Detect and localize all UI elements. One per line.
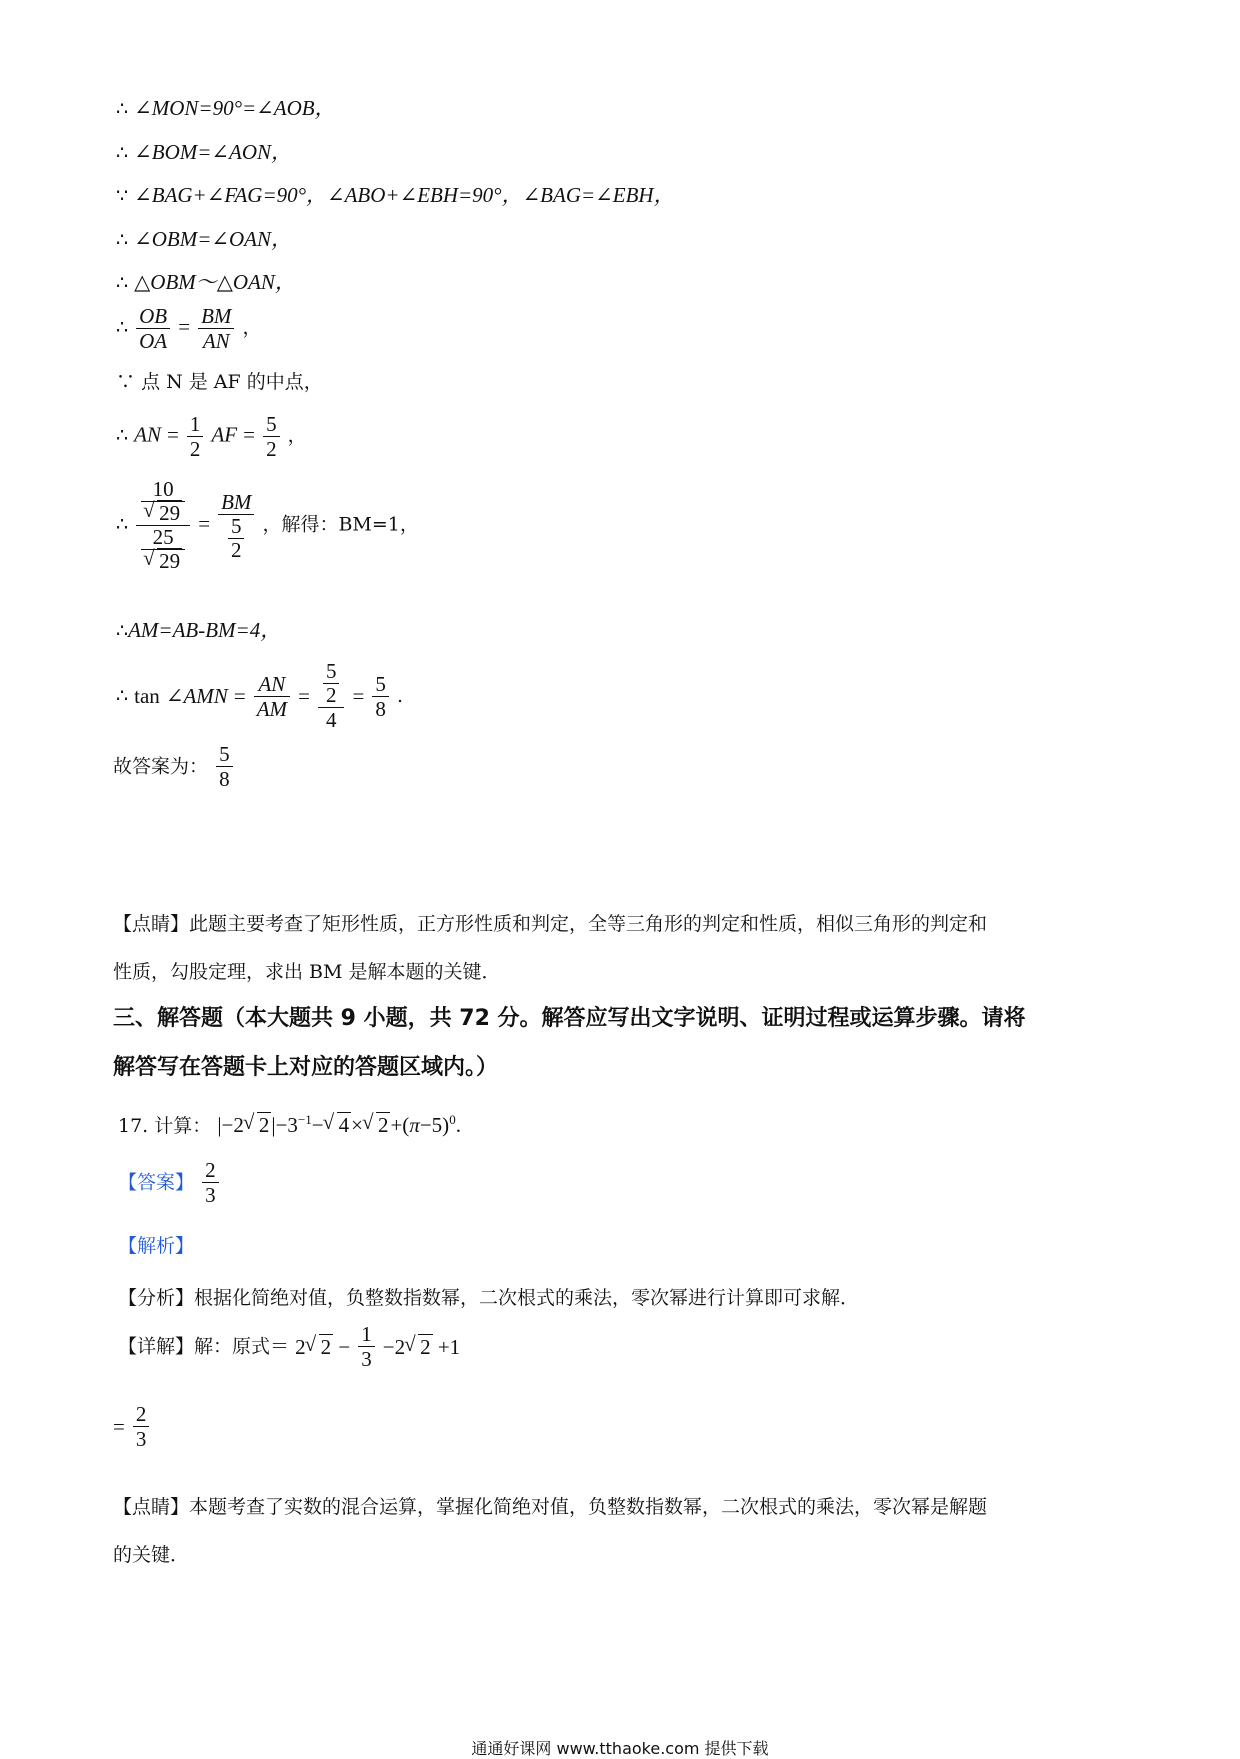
- section-heading-a: [113, 1007, 1026, 1031]
- proof-line-2: [116, 140, 292, 165]
- fraction-bm-an: [198, 304, 234, 353]
- analysis-17: [118, 1234, 194, 1258]
- compound-denominator: [136, 526, 190, 573]
- xiangjie-17: [118, 1322, 460, 1371]
- expression-part-1: 2√ 2 −: [295, 1335, 350, 1359]
- equals-sign: =: [243, 422, 256, 447]
- compound-numerator: [136, 478, 190, 526]
- therefore-symbol: ∴: [116, 316, 129, 339]
- equals-sign: =: [113, 1414, 125, 1439]
- denominator: 2: [189, 437, 201, 462]
- analysis-label-17: 【解析】: [118, 1235, 195, 1257]
- page-footer: 通通好课网 www.tthaoke.com 提供下载: [471, 1739, 769, 1758]
- denominator: AM: [256, 696, 288, 721]
- radicand: 2: [320, 1334, 332, 1359]
- therefore-symbol: ∴: [116, 142, 129, 164]
- equals-sign: =: [233, 684, 246, 709]
- proof-text-3: ∠BAG+∠FAG=90°，∠ABO+∠EBH=90°，∠BAG=∠EBH，: [134, 183, 675, 207]
- radicand: 29: [159, 501, 181, 526]
- fraction-an-am: [254, 672, 290, 721]
- numerator: 1: [358, 1322, 375, 1347]
- note-2-text-a: 【点睛】本题考查了实数的混合运算，掌握化简绝对值，负整数指数幂，二次根式的乘法，零次幂是解题: [113, 1496, 988, 1518]
- equals-sign: =: [167, 422, 179, 447]
- numerator: OB: [136, 304, 170, 329]
- because-symbol: ∵: [116, 185, 129, 207]
- denominator: 2: [325, 683, 337, 708]
- denominator: 8: [375, 696, 386, 721]
- proof-line-3: [116, 183, 675, 208]
- proof-text-10: AM=AB-BM=4，: [128, 618, 282, 642]
- math-an: AN: [134, 422, 161, 447]
- answer-line: [113, 742, 235, 791]
- equals-sign: =: [198, 511, 211, 536]
- therefore-symbol: ∴: [116, 272, 129, 294]
- proof-text-5: △OBM～△OAN，: [134, 270, 296, 294]
- period: .: [396, 685, 404, 708]
- fenxi-17: [118, 1286, 859, 1310]
- section-heading-b: [113, 1056, 498, 1080]
- result-17: [113, 1402, 151, 1451]
- numerator: BM: [198, 304, 234, 329]
- answer-label-17: 【答案】: [118, 1171, 195, 1194]
- proof-text-1: ∠MON=90°=∠AOB，: [134, 96, 336, 120]
- therefore-symbol: ∴: [116, 98, 129, 120]
- radicand: 2: [258, 1113, 270, 1137]
- tan-function: tan: [134, 684, 160, 709]
- proof-line-8: [116, 412, 307, 461]
- numerator: BM: [218, 490, 254, 515]
- proof-line-4: [116, 227, 292, 252]
- note-1-line-a: [113, 912, 987, 936]
- expression-part-2: −2√ 2 +1: [383, 1335, 460, 1359]
- numerator: 10: [141, 478, 185, 502]
- therefore-symbol: ∴: [116, 620, 129, 642]
- denominator: 3: [361, 1347, 372, 1372]
- question-17: [118, 1108, 461, 1138]
- section-text-a: 三、解答题（本大题共 9 小题，共 72 分。解答应写出文字说明、证明过程或运算步骤。请将: [113, 1006, 1026, 1031]
- proof-line-7: [116, 370, 323, 394]
- numerator: 2: [133, 1402, 150, 1427]
- fraction-two-thirds: [133, 1402, 150, 1451]
- fraction-5half-over-4: [318, 660, 345, 732]
- fraction-10-sqrt29: [141, 478, 185, 525]
- note-2-line-a: [113, 1495, 987, 1519]
- compound-fraction: [136, 478, 190, 573]
- fenxi-text: 【分析】根据化简绝对值，负整数指数幂，二次根式的乘法，零次幂进行计算即可求解．: [118, 1287, 860, 1309]
- xiangjie-label: 【详解】解：原式＝: [118, 1335, 290, 1358]
- denominator: 8: [219, 767, 230, 792]
- proof-line-1: [116, 96, 336, 121]
- sqrt-29: [144, 502, 182, 525]
- proof-text-4: ∠OBM=∠OAN，: [134, 227, 292, 251]
- denominator: 3: [135, 1427, 147, 1452]
- fraction-five-eighths: [216, 742, 233, 791]
- question-expression: |−2√ $2|-3^{-1}-√$ 4×√ $2+(\pi-5)^0$.: [217, 1113, 461, 1137]
- fraction-five-eighths: [372, 672, 389, 721]
- because-symbol: ∵: [116, 371, 136, 393]
- note-2-line-b: [113, 1543, 189, 1567]
- fraction-bm-over-5half: [218, 490, 254, 562]
- numerator: 2: [202, 1158, 219, 1183]
- sqrt-29: [144, 550, 182, 573]
- denominator: [141, 502, 185, 525]
- sqrt-2: [405, 1335, 433, 1359]
- denominator: 2: [230, 537, 242, 562]
- proof-text-2: ∠BOM=∠AON，: [134, 140, 292, 164]
- radicand: 2: [377, 1113, 389, 1137]
- numerator: 25: [141, 526, 185, 550]
- comma: ，: [287, 424, 307, 447]
- section-text-b: 解答写在答题卡上对应的答题区域内。）: [113, 1055, 499, 1080]
- numerator: 5: [372, 672, 389, 697]
- denominator: 3: [205, 1183, 216, 1208]
- therefore-symbol: ∴: [116, 424, 129, 447]
- numerator: 5: [228, 515, 245, 539]
- numerator: [318, 660, 345, 708]
- fraction-five-half: [228, 515, 245, 562]
- solve-text: ，解得：BM=1，: [262, 513, 419, 536]
- numerator: 5: [216, 742, 233, 767]
- numerator: 5: [263, 412, 280, 437]
- fraction-25-sqrt29: [141, 526, 185, 573]
- sqrt-4: [324, 1113, 352, 1137]
- denominator: 2: [266, 437, 277, 462]
- proof-line-11: [116, 660, 403, 732]
- equals-sign: =: [178, 314, 191, 339]
- numerator: 1: [187, 412, 204, 437]
- angle-amn: ∠AMN: [165, 684, 228, 709]
- fraction-five-half: [323, 660, 340, 707]
- denominator: [218, 515, 254, 562]
- fraction-one-half: [187, 412, 204, 461]
- sqrt-2: [363, 1113, 391, 1137]
- note-1-text-a: 【点睛】此题主要考查了矩形性质，正方形性质和判定，全等三角形的判定和性质，相似三角形的判定和: [113, 913, 988, 935]
- proof-line-9: [116, 478, 419, 573]
- radicand: 4: [338, 1113, 350, 1137]
- therefore-symbol: ∴: [116, 685, 129, 708]
- proof-line-6: [116, 304, 261, 353]
- fraction-one-third: [358, 1322, 375, 1371]
- note-1-line-b: [113, 960, 501, 984]
- therefore-symbol: ∴: [116, 229, 129, 251]
- denominator: OA: [139, 329, 168, 354]
- question-label: 17. 计算：: [118, 1115, 212, 1137]
- radicand: 2: [420, 1334, 431, 1359]
- sqrt-2: [306, 1335, 334, 1359]
- fraction-five-half: [263, 412, 280, 461]
- sqrt-2: [244, 1113, 272, 1137]
- numerator: 5: [323, 660, 340, 684]
- answer-label: 故答案为：: [113, 755, 209, 778]
- note-2-text-b: 的关键．: [113, 1544, 190, 1566]
- numerator: AN: [254, 672, 290, 697]
- radicand: 29: [159, 549, 181, 574]
- therefore-symbol: ∴: [116, 513, 129, 536]
- denominator: AN: [202, 329, 230, 354]
- math-af: AF: [211, 422, 238, 447]
- proof-line-10: [116, 618, 281, 643]
- equals-sign: =: [352, 684, 365, 709]
- answer-17: [118, 1158, 221, 1207]
- proof-line-5: [116, 270, 296, 295]
- comma: ，: [242, 316, 262, 339]
- note-1-text-b: 性质，勾股定理，求出 BM 是解本题的关键．: [113, 961, 501, 983]
- proof-text-7: 点 N 是 AF 的中点，: [141, 371, 323, 393]
- fraction-ob-oa: [136, 304, 170, 353]
- fraction-two-thirds: [202, 1158, 219, 1207]
- denominator: [141, 550, 185, 573]
- equals-sign: =: [298, 684, 310, 709]
- denominator: 4: [325, 708, 337, 733]
